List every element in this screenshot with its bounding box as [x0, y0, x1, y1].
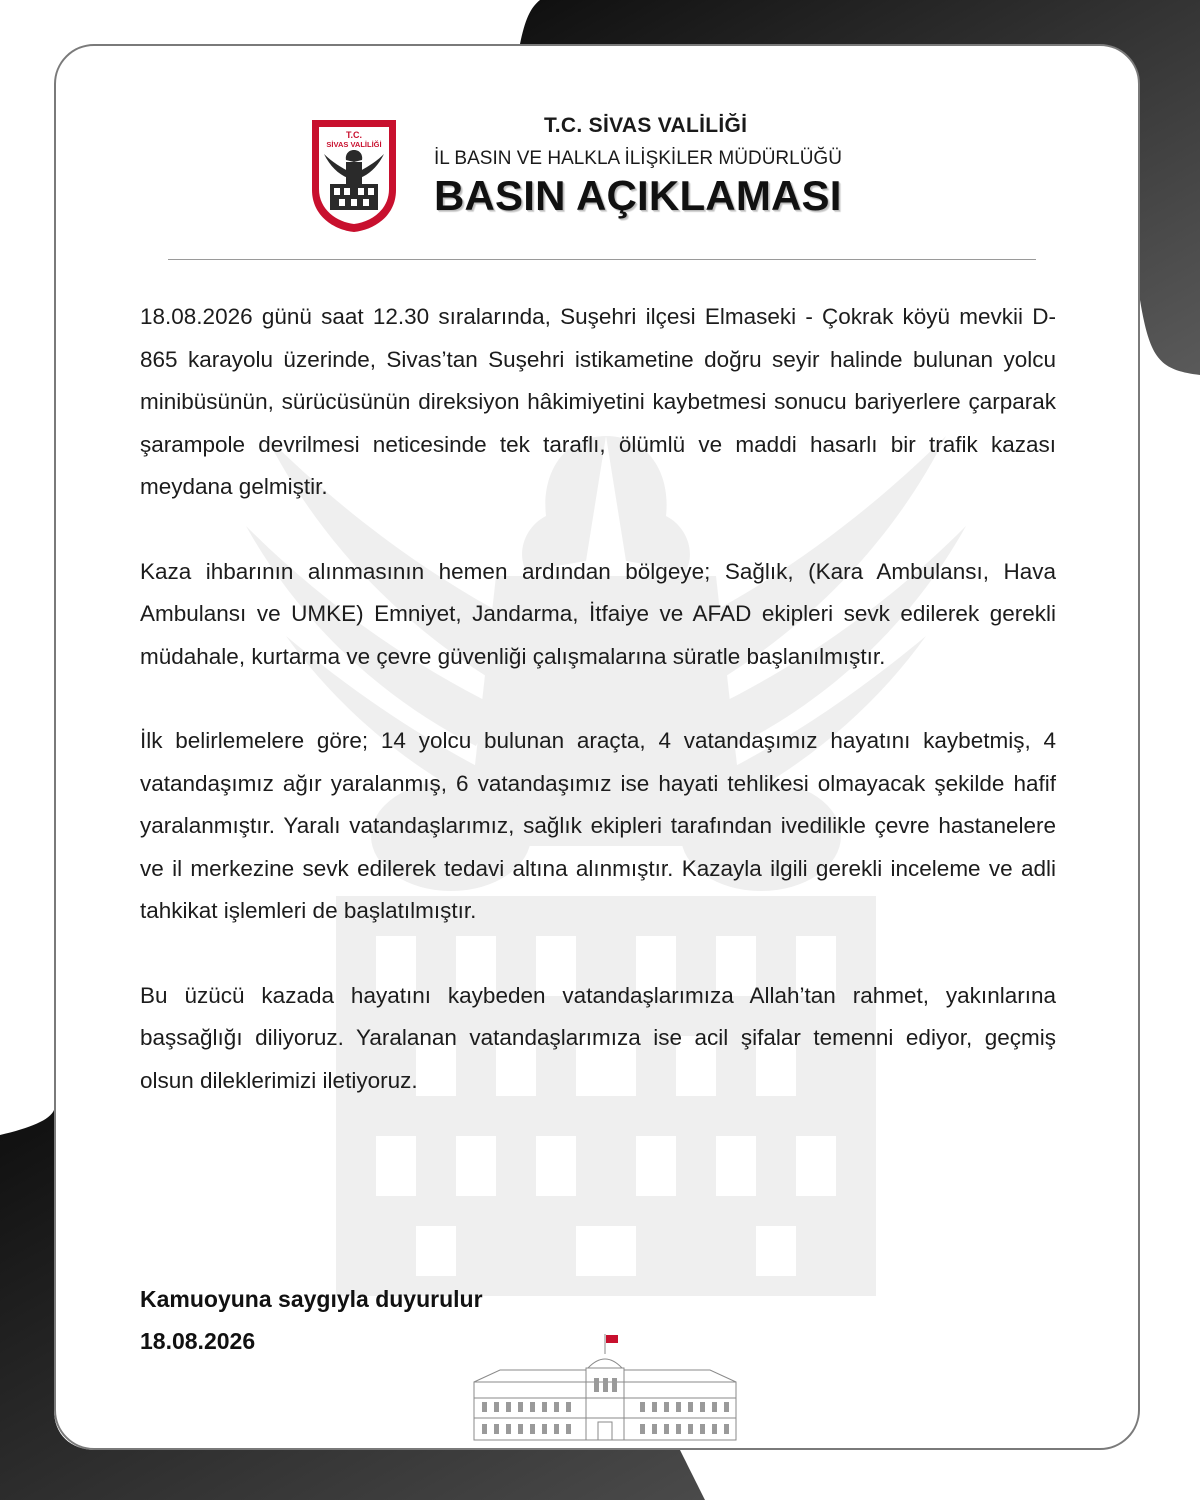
institution-name: T.C. SİVAS VALİLİĞİ	[544, 114, 748, 137]
release-date: 18.08.2026	[140, 1328, 256, 1354]
header-divider	[168, 259, 1036, 260]
closing-statement: Kamuoyuna saygıyla duyurulur	[140, 1286, 483, 1312]
closing-block	[140, 1278, 483, 1362]
press-release-card	[54, 44, 1140, 1450]
department-name: İL BASIN VE HALKLA İLİŞKİLER MÜDÜRLÜĞÜ	[434, 148, 842, 169]
paragraph-2: Kaza ihbarının alınmasının hemen ardından bölgeye; Sağlık, (Kara Ambulansı, Hava Ambulansı ve UMKE) Emniyet, Jandarma, İtfaiye ve AFAD ekipleri sevk edilerek gerekli müdahale, kurtarma ve çevre güvenliği çalışmalarına süratle başlanılmıştır.	[140, 558, 1056, 669]
document-title: BASIN AÇIKLAMASI	[434, 172, 842, 219]
paragraph-3: İlk belirlemelere göre; 14 yolcu bulunan araçta, 4 vatandaşımız hayatını kaybetmiş, 4 vatandaşımız ağır yaralanmış, 6 vatandaşımız ise hayati tehlikesi olmayacak şekilde hafif yaralanmıştır. Yaralı vatandaşlarımız, sağlık ekipleri tarafından ivedilikle çevre hastanelere ve il merkezine sevk edilerek tedavi altına alınmıştır. Kazayla ilgili gerekli inceleme ve adli tahkikat işlemleri de başlatılmıştır.	[140, 728, 1056, 923]
statement-body	[140, 296, 1056, 1144]
emblem-bottom-text: SİVAS VALİLİĞİ	[326, 140, 382, 149]
letterhead	[308, 114, 908, 274]
paragraph-1: 18.08.2026 günü saat 12.30 sıralarında, Suşehri ilçesi Elmaseki - Çokrak köyü mevkii D-865 karayolu üzerinde, Sivas’tan Suşehri istikametine doğru seyir halinde bulunan yolcu minibüsünün, sürücüsünün direksiyon hâkimiyetini kaybetmesi sonucu bariyerlere çarparak şarampole devrilmesi neticesinde tek taraflı, ölümlü ve maddi hasarlı bir trafik kazası meydana gelmiştir.	[140, 304, 1056, 499]
sivas-governorship-emblem	[308, 118, 400, 234]
paragraph-4: Bu üzücü kazada hayatını kaybeden vatandaşlarımıza Allah’tan rahmet, yakınlarına başsağlığı diliyoruz. Yaralanan vatandaşlarımıza ise acil şifalar temenni ediyor, geçmiş olsun dileklerimizi iletiyoruz.	[140, 982, 1056, 1093]
government-building-icon	[470, 1332, 740, 1442]
emblem-top-text: T.C.	[345, 130, 362, 140]
